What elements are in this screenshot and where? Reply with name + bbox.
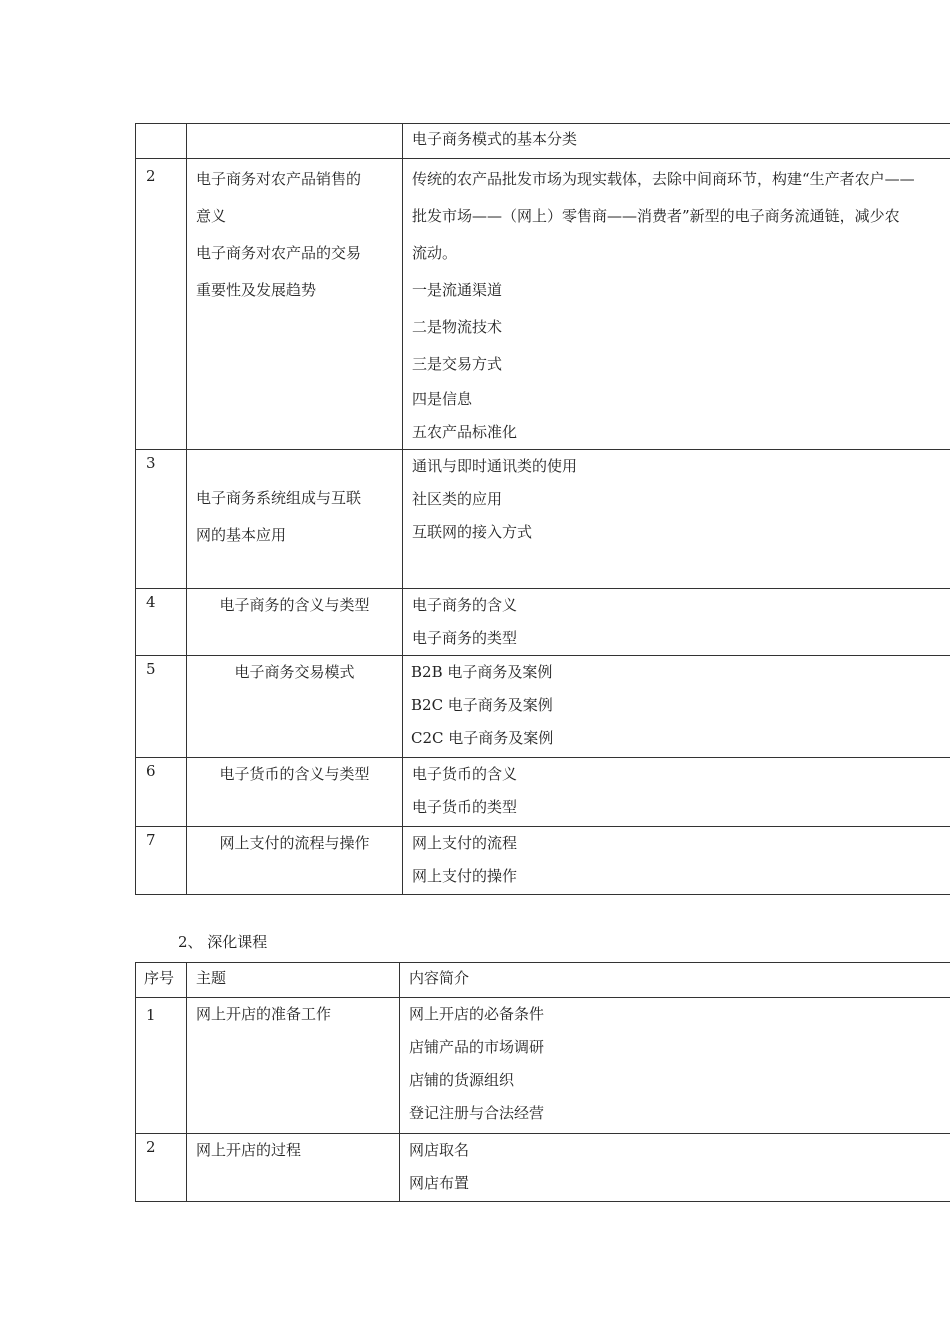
content-line: 网上支付的流程: [412, 834, 518, 852]
table-header-row: [136, 963, 950, 998]
topic-line: 电子商务对农产品的交易: [196, 244, 362, 262]
content-cell: [403, 589, 950, 656]
topic-line: 电子商务对农产品销售的: [196, 170, 362, 188]
header-label: 主题: [196, 969, 227, 987]
topic-cell: [187, 159, 403, 450]
topic-line: 网上开店的准备工作: [196, 1005, 332, 1023]
topic-line: 意义: [196, 207, 227, 225]
content-line: 网店取名: [409, 1141, 470, 1159]
content-line: 电子货币的类型: [412, 798, 518, 816]
topic-line: 网上支付的流程与操作: [219, 834, 370, 852]
content-line: 社区类的应用: [412, 490, 503, 508]
content-line: B2C 电子商务及案例: [411, 696, 553, 714]
topic-cell: [187, 589, 403, 656]
row-number-cell: [136, 450, 187, 589]
table-row: [136, 450, 950, 589]
table-row: [136, 159, 950, 450]
topic-cell: [187, 450, 403, 589]
topic-line: 电子商务系统组成与互联: [196, 489, 362, 507]
content-line: 批发市场——（网上）零售商——消费者”新型的电子商务流通链，减少农: [412, 207, 900, 225]
content-line: 一是流通渠道: [412, 281, 503, 299]
row-number: 6: [146, 762, 156, 780]
content-line: 网上开店的必备条件: [409, 1005, 545, 1023]
content-line: 三是交易方式: [412, 355, 503, 373]
topic-line: 网上开店的过程: [196, 1141, 302, 1159]
content-line: 通讯与即时通讯类的使用: [412, 457, 578, 475]
section-heading: 2、 深化课程: [178, 933, 268, 951]
table-row: [136, 758, 950, 827]
content-line: 电子商务的类型: [412, 629, 518, 647]
row-number-cell: [136, 758, 187, 827]
topic-cell: [187, 1134, 400, 1202]
content-line: 互联网的接入方式: [412, 523, 533, 541]
content-line: 网店布置: [409, 1174, 470, 1192]
content-cell: [403, 656, 950, 758]
content-line: 电子商务模式的基本分类: [412, 130, 578, 148]
row-number: 3: [146, 454, 156, 472]
content-line: 二是物流技术: [412, 318, 503, 336]
row-number-cell: [136, 656, 187, 758]
table-row: [136, 124, 950, 159]
content-cell: [403, 450, 950, 589]
content-cell: [403, 827, 950, 895]
content-line: 店铺产品的市场调研: [409, 1038, 545, 1056]
content-line: 登记注册与合法经营: [409, 1104, 545, 1122]
header-label: 内容简介: [409, 969, 470, 987]
table-row: [136, 656, 950, 758]
table-row: [136, 1134, 950, 1202]
topic-cell: [187, 124, 403, 159]
content-line: 电子货币的含义: [412, 765, 518, 783]
row-number: 2: [146, 167, 156, 185]
content-cell: [400, 1134, 950, 1202]
content-cell: [403, 124, 950, 159]
row-number: 7: [146, 831, 156, 849]
row-number-cell: [136, 998, 187, 1134]
content-cell: [403, 159, 950, 450]
content-line: C2C 电子商务及案例: [411, 729, 554, 747]
advanced-course-table: [135, 962, 950, 1202]
row-number-cell: [136, 159, 187, 450]
row-number-cell: [136, 1134, 187, 1202]
row-number-cell: [136, 827, 187, 895]
content-line: 店铺的货源组织: [409, 1071, 515, 1089]
content-line: 电子商务的含义: [412, 596, 518, 614]
content-line: 五农产品标准化: [412, 423, 518, 441]
content-cell: [403, 758, 950, 827]
table-row: [136, 827, 950, 895]
topic-line: 电子货币的含义与类型: [219, 765, 370, 783]
row-number: 1: [146, 1006, 156, 1024]
content-line: B2B 电子商务及案例: [411, 663, 553, 681]
table-row: [136, 998, 950, 1134]
row-number: 5: [146, 660, 156, 678]
header-cell: [136, 963, 187, 998]
row-number-cell: [136, 589, 187, 656]
content-cell: [400, 998, 950, 1134]
row-number: 2: [146, 1138, 156, 1156]
row-number: 4: [146, 593, 156, 611]
topic-cell: [187, 998, 400, 1134]
row-number-cell: [136, 124, 187, 159]
topic-cell: [187, 758, 403, 827]
topic-line: 电子商务的含义与类型: [219, 596, 370, 614]
content-line: 流动。: [412, 244, 458, 262]
content-line: 四是信息: [412, 390, 473, 408]
topic-line: 网的基本应用: [196, 526, 287, 544]
content-line: 网上支付的操作: [412, 867, 518, 885]
topic-line: 重要性及发展趋势: [196, 281, 317, 299]
topic-cell: [187, 827, 403, 895]
basic-course-table: [135, 123, 950, 895]
topic-line: 电子商务交易模式: [234, 663, 355, 681]
header-label: 序号: [144, 969, 175, 987]
topic-cell: [187, 656, 403, 758]
table-row: [136, 589, 950, 656]
header-cell: [400, 963, 950, 998]
header-cell: [187, 963, 400, 998]
content-line: 传统的农产品批发市场为现实载体，去除中间商环节，构建“生产者农户——: [412, 170, 915, 188]
